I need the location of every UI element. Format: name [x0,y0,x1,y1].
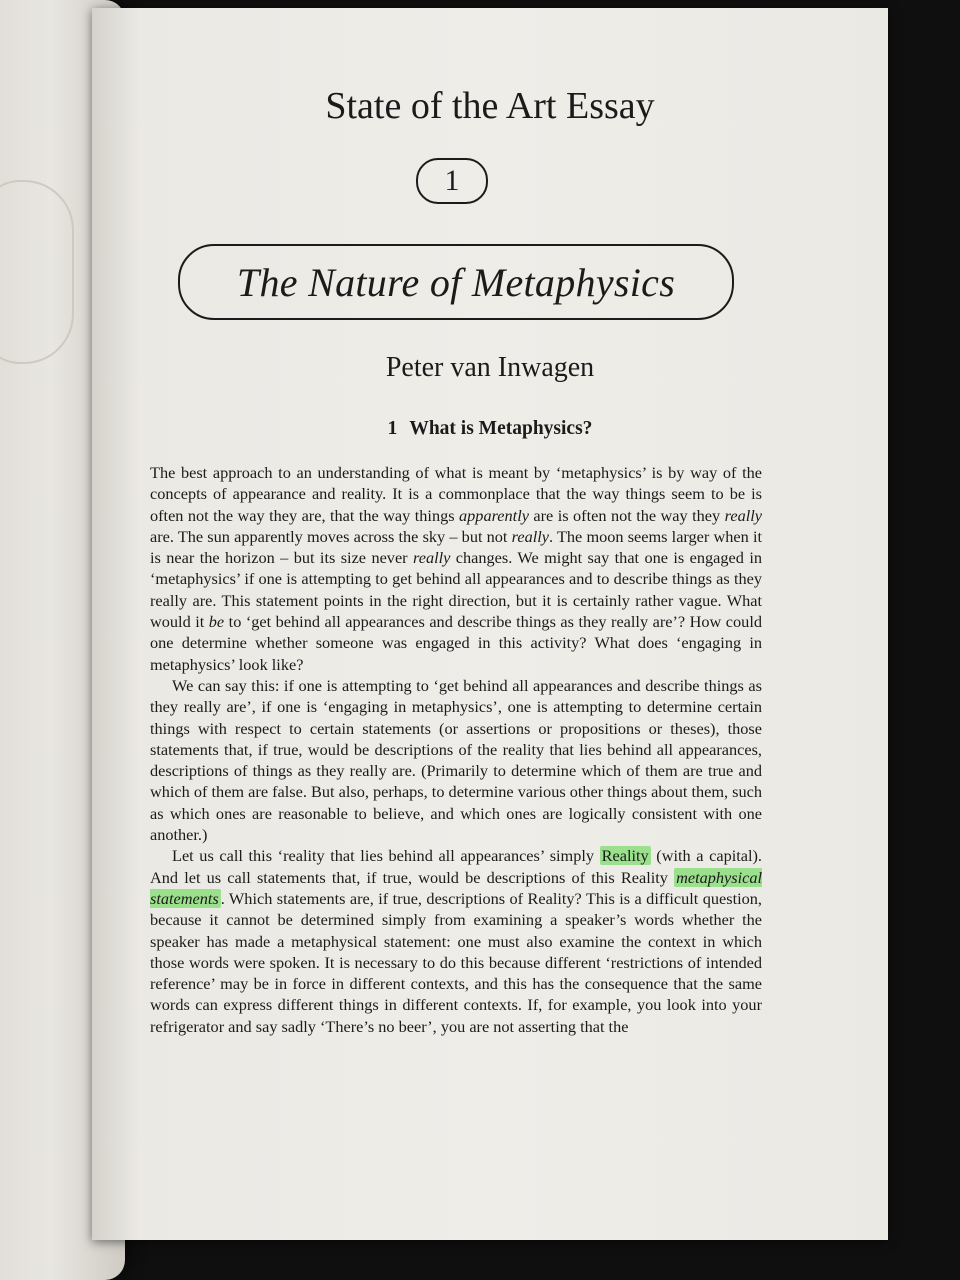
section-title: What is Metaphysics? [409,418,593,439]
text-run: . The moon seems larger when it is near the horizon – but its size never [150,526,762,568]
highlighted-text: Reality [601,846,649,866]
text-run: Let us call this ‘reality that lies behind all appearances’ simply [172,846,600,866]
italic-text: be [208,612,225,632]
title-frame [178,244,734,320]
paragraph [150,675,762,845]
author-name: Peter van Inwagen [385,352,595,383]
text-run: . Which statements are, if true, descriptions of Reality? This is a difficult question, because it cannot be determined simply from examining a speaker’s words whether the speaker has made a metaphysical statement: one must also examine the context in which those words were spoken. It is necessary to do this because different ‘restrictions of intended reference’ may be in force in different contexts, and this has the consequence that the same words can express different things in different contexts. If, for example, you look into your refrigerator and say sadly ‘There’s no beer’, you are not asserting that the [150,888,762,1036]
italic-text: apparently [459,505,529,525]
section-number: 1 [387,418,398,439]
italic-text: really [724,505,762,525]
highlighted-text: metaphysical statements [150,867,762,908]
text-run: are. The sun apparently moves across the sky – but not [150,526,512,546]
chapter-title: The Nature of Metaphysics [236,259,676,305]
chapter-number-badge: 1 [416,158,488,204]
text-run: changes. We might say that one is engaged in ‘metaphysics’ if one is attempting to get behind all appearances and to describe things as they really are. This statement points in the right direction, but it is certainly rather vague. What would it [150,548,762,632]
book-page [92,8,888,1240]
text-run: to ‘get behind all appearances and describe things as they really are’? How could one determine whether someone was engaged in this activity? What does ‘engaging in metaphysics’ look like? [150,612,762,674]
paragraph [150,845,762,1037]
italic-text: really [413,548,451,568]
text-run: are is often not the way they [528,505,725,525]
left-page-stamp-mark [0,180,74,364]
paragraph [150,462,762,675]
text-run: (with a capital). And let us call statements that, if true, would be descriptions of this Reality [150,846,763,887]
body-text [150,462,762,1037]
section-heading [92,418,888,440]
italic-text: really [511,526,550,546]
essay-series-heading: State of the Art Essay [325,85,655,127]
text-run: The best approach to an understanding of what is meant by ‘metaphysics’ is by way of the concepts of appearance and reality. It is a commonplace that the way things seem to be is often not the way they are, that the way things [150,463,762,525]
text-run: We can say this: if one is attempting to ‘get behind all appearances and describe things as they really are’, if one is ‘engaging in metaphysics’, one is attempting to determine certain things with respect to certain statements (or assertions or propositions or theses), those statements that, if true, would be descriptions of the reality that lies behind all appearances, descriptions of things as they really are. (Primarily to determine which of them are true and which of them are false. But also, perhaps, to determine various other things about them, such as which ones are reasonable to believe, and which ones are logically consistent with one another.) [150,675,762,845]
